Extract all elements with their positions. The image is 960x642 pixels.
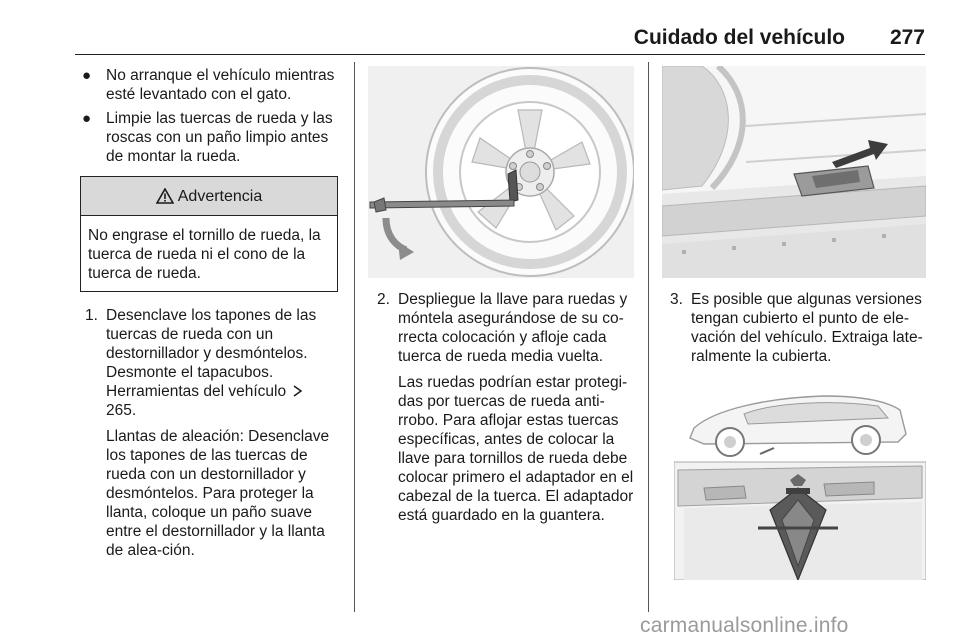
section-title: Cuidado del vehículo [633,26,845,49]
step-number: 3. [670,291,683,308]
list-item [80,109,338,166]
step-text-2: Llantas de aleación: Desenclave los tapones de las tuercas de rueda con un destornillador y desmóntelos. Para proteger la llanta, coloque un paño suave entre el destornillador y la llanta de alea-ción. [106,428,330,559]
list-item [80,66,338,104]
bullet-text: No arranque el vehículo mientras esté levantado con el gato. [106,67,335,103]
step-text: Despliegue la llave para ruedas y móntela asegurándose de su co-rrecta colocación y afloje cada tuerca de rueda media vuelta. [398,291,628,365]
page-reference-icon [293,385,303,397]
bullet-text: Limpie las tuercas de rueda y las roscas con un paño limpio antes de montar la rueda. [106,110,333,165]
bullet-icon: ● [82,110,92,127]
warning-text: No engrase el tornillo de rueda, la tuerca de rueda ni el cono de la tuerca de rueda. [88,227,321,282]
step-3 [665,290,930,366]
warning-title: Advertencia [177,187,263,205]
step-text: Es posible que algunas versiones tengan cubierto el punto de ele-vación del vehículo. Extraiga late-ralmente la cubierta. [691,291,923,365]
step-text-main: Desenclave los tapones de las tuercas de rueda con un destornillador y desmóntelos. Desmonte el tapacubos. Herramientas del vehículo [106,307,317,400]
warning-triangle-icon [156,188,174,204]
column-divider-2 [648,62,649,612]
car-jack-illustration [674,370,926,580]
step-number: 2. [377,291,390,308]
watermark: carmanualsonline.info [640,614,849,637]
bullet-icon: ● [82,67,92,84]
step-text-2: Las ruedas podrían estar protegi-das por tuercas de rueda anti-rrobo. Para aflojar estas tuercas específicas, antes de colocar la llave para tornillos de rueda debe colocar primero el adaptador en el cabezal de la tuerca. El adaptador está guardado en la guantera. [398,374,634,524]
column-3 [665,290,930,373]
step-text [106,306,338,420]
step-1 [80,306,338,560]
column-divider-1 [354,62,355,612]
warning-header [81,177,337,216]
column-2 [372,290,634,532]
warning-box [80,176,338,292]
column-1 [80,66,338,567]
page-reference: 265. [106,402,137,419]
step-number: 1. [85,307,98,324]
page-number: 277 [889,26,925,49]
jack-point-cover-illustration [662,66,926,278]
page-header [75,24,925,55]
wheel-wrench-illustration [368,66,634,278]
step-2 [372,290,634,525]
